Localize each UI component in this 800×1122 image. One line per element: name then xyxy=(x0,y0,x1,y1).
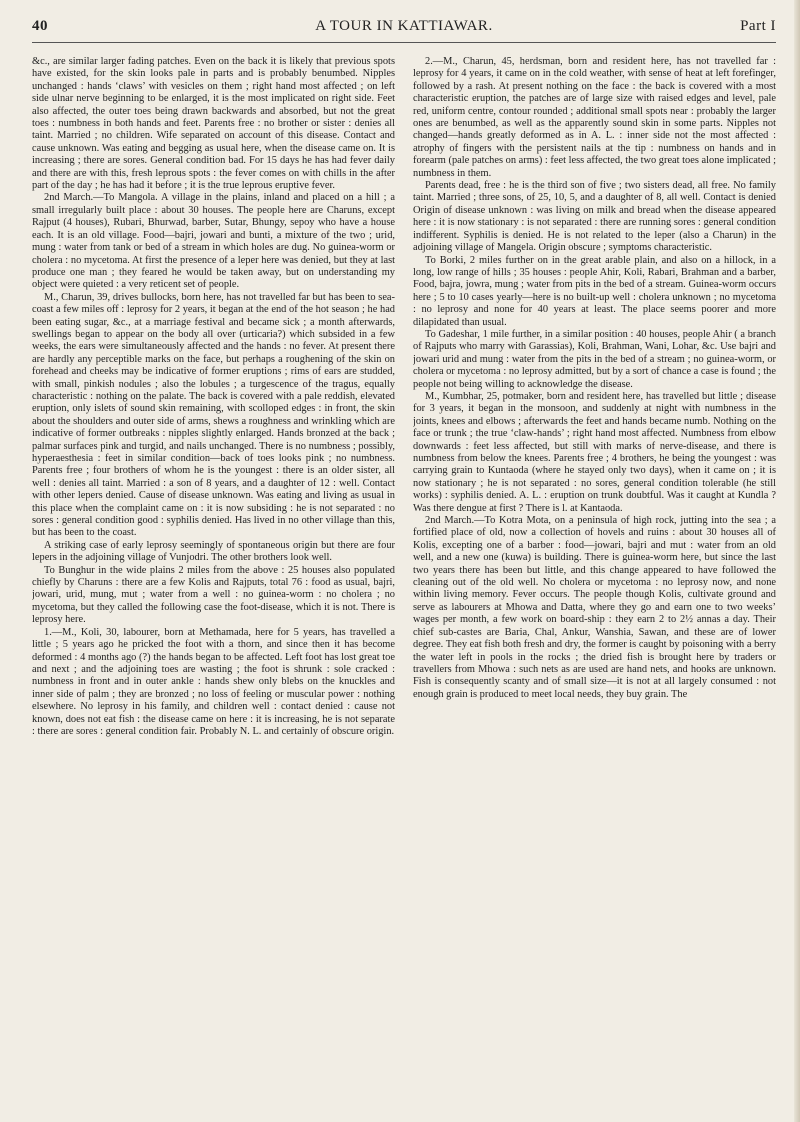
paragraph: Parents dead, free : he is the third son of five ; two sisters dead, all free. No family taint. Married ; three sons, of 25, 10, 5, and a daughter of 8, all well. Contact is denied Origin of disease unknown : was living on milk and bread when the disease appeared here : it is now stationary : is not separated : there are running sores : general condition indifferent. Syphilis is denied. He is not related to the leper (also a Charun) in the adjoining village of Mangela. Origin obscure ; symptoms characteristic. xyxy=(413,180,776,254)
running-title: A TOUR IN KATTIAWAR. xyxy=(315,18,493,34)
paragraph: 2.—M., Charun, 45, herdsman, born and resident here, has not travelled far : leprosy for 4 years, it came on in the cold weather, with sense of heat at left forefinger, followed by a rash. At present nothing on the face : the back is covered with a most characteristic eruption, the patches are of large size with raised edges and level, pale red, uniform centre, contour rounded ; additional small spots near : probably the larger ones are benumbed, as well as the apparently sound skin in some parts. Nipples not changed—hands greatly deformed as in A. L. : inner side not the most affected : atrophy of fingers with the persistent nails at the tip : numbness on hands and in forearm (pale patches on arms) : feet less affected, the two great toes alone implicated ; numbness in them. xyxy=(413,56,776,179)
page-edge-shadow xyxy=(794,0,800,1122)
paragraph: 2nd March.—To Mangola. A village in the plains, inland and placed on a hill ; a small irregularly built place : about 30 houses. The people here are Charuns, except Rajput (4 houses), Rubari, Bhurwad, barber, Sutar, Bhungy, sepoy who have a house each. It is an old village. Food—bajri, jowari and bunti, a mixture of the two ; urid, mung : water from tank or bed of a stream in which holes are dug. No guinea-worm or cholera : no mycetoma. At first the presence of a leper here was denied, but they at last produce one man ; they feared he would be taken away, but on understanding my object were quieted : a very reticent set of people. xyxy=(32,192,395,291)
paragraph: To Bunghur in the wide plains 2 miles from the above : 25 houses also populated chiefly by Charuns : there are a few Kolis and Rajputs, total 76 : food as usual, bajri, jowari, urid, mung, mut ; water from a well : no guinea-worm : no cholera ; no mycetoma, but they called the following case the foot-disease, which it is not. There is leprosy here. xyxy=(32,564,395,626)
part-label: Part I xyxy=(740,18,776,34)
paragraph: M., Charun, 39, drives bullocks, born here, has not travelled far but has been to sea-coast a few miles off : leprosy for 2 years, it began at the end of the hot season ; he had been eating sugar, &c., at a marriage festival and became sick ; a month afterwards, swellings began to appear on the body all over (urticaria?) which subsided in a few weeks, the ears were simultaneously affected and the hands : no fever. At present there are hardly any perceptible marks on the face, but perhaps a roughening of the skin on forehead and cheeks may be indicative of former eruptions ; rims of ears are studded, with small, pinkish nodules ; also the lobules ; a turgescence of the tragus, equally characteristic : nothing on the palate. The back is covered with a pale reddish, elevated eruption, only islets of sound skin remaining, with scolloped edges : in front, the skin about the shoulders and outer side of arms, shews a roughness and wrinkling which are indicative of former outbreaks : nipples slightly enlarged. Hands bronzed at the back ; palmar surfaces pink and turgid, and nails unchanged. There is no numbness ; possibly, hyperaesthesia : feet in similar condition—back of toes looks pink ; no numbness. Parents free ; four brothers of whom he is the youngest : there is an older sister, all well : denies all taint. Married : a son of 8 years, and a daughter of 12 : well. Contact with other lepers denied. Cause of disease unknown. Was eating and living as usual in this place when the complaint came on : it is now subsiding : he is not separated : no sores : general condition good : syphilis denied. Has lived in no other village than this, but has been to the coast. xyxy=(32,291,395,539)
left-column xyxy=(32,56,395,1102)
paragraph: 2nd March.—To Kotra Mota, on a peninsula of high rock, jutting into the sea ; a fortified place of old, now a collection of hovels and ruins : about 30 houses all of Kolis, excepting one of a barber : food—jowari, bajri and mut : water from an old well, and a new one (kuwa) is building. There is guinea-worm here, but since the last two years there has been but little, and this change appeared to have followed the cleaning out of the old well. No cholera or mycetoma : no leprosy now, and none within living memory. Fever occurs. The people though Kolis, cultivate ground and serve as labourers at Mhowa and Datta, where they go and earn one to two weeks’ wages per month, a few work on board-ship : they earn 2 to 2½ annas a day. Their chief sub-castes are Baria, Chal, Ankur, Wanshia, Sawan, and these are of lower degree. They eat fish both fresh and dry, the former is caught by poisoning with a berry the water left in pools in the rocks ; the dried fish is brought here by traders or travellers from Mhowa : such nets as are used are hand nets, and hooks are unknown. Fish is consequently scanty and of small size—it is not at all largely consumed : not enough grain is produced to meet local needs, they buy grain. The xyxy=(413,515,776,700)
paragraph: To Gadeshar, 1 mile further, in a similar position : 40 houses, people Ahir ( a branch of Rajputs who marry with Garassias), Koli, Brahman, Wani, Lohar, &c. Use bajri and jowari urid and mung : water from the pits in the bed of a stream ; no guinea-worm, or cholera or mycetoma : no leprosy admitted, but by a sort of chance a case is found ; the people not being willing to acknowledge the disease. xyxy=(413,328,776,390)
running-header xyxy=(32,18,776,38)
paragraph: 1.—M., Koli, 30, labourer, born at Methamada, here for 5 years, has travelled a little ; 5 years ago he pricked the foot with a thorn, and since then it has become deformed : 4 months ago (?) the hands began to be affected. Left foot has lost great toe and next ; and the adjoining toes are wasting ; the foot is shrunk : sole cracked : numbness in front and in outer ankle : hands shew only blebs on the knuckles and inner side of palm ; they are bronzed ; no loss of feeling or muscular power : nothing elsewhere. No leprosy in his family, and children well : contact denied : cause not known, does not eat fish : the disease came on here : it is increasing, he is not separate : there are sores : general condition fair. Probably N. L. and certainly of obscure origin. xyxy=(32,626,395,737)
paragraph: A striking case of early leprosy seemingly of spontaneous origin but there are four lepers in the adjoining village of Vunjodri. The other brothers look well. xyxy=(32,539,395,564)
header-rule xyxy=(32,42,776,43)
paragraph: To Borki, 2 miles further on in the great arable plain, and also on a hillock, in a long, low range of hills ; 35 houses : people Ahir, Koli, Rabari, Brahman and a barber, Food, bajra, jowra, mung ; water from pits in the bed of a stream. Guinea-worm occurs here ; 5 to 10 cases yearly—here is no built-up well : cholera unknown ; no mycetoma : no leprosy and none for 40 years at least. The place seems poorer and more dilapidated than usual. xyxy=(413,254,776,328)
paragraph: M., Kumbhar, 25, potmaker, born and resident here, has travelled but little ; disease for 3 years, it began in the monsoon, and suddenly at night with numbness in the joints, knees and elbows ; afterwards the feet and hands became numb. Nothing on the face or trunk ; the true ‘claw-hands’ ; right hand most affected. Numbness from elbow downwards : feet less affected, but still with marks of nerve-disease, and there is numbness from below the knees. Parents free ; 4 brothers, he being the youngest : was carrying grain to Kuntaoda (where he stayed only two days), when it came on ; it is now stationary ; he is not separated : no sores, general condition tolerable (he still works) : syphilis denied. A. L. : eruption on trunk doubtful. Was it caught at Kundla ? Was there dengue at first ? There is l. at Kantaoda. xyxy=(413,390,776,514)
page-number: 40 xyxy=(32,18,48,34)
paragraph: &c., are similar larger fading patches. Even on the back it is likely that previous spots have existed, for the skin looks pale in parts and is probably benumbed. Nipples unchanged : hands ‘claws’ with vesicles on them ; right hand most affected ; on left side ulnar nerve beginning to be enlarged, it is the most implicated on right side. Feet also affected, the outer toes being drawn backwards and absorbed, but not the great toes : numbness in both hands and feet. Parents free : no brother or sister : denies all taint. Married ; no children. Wife separated on account of this disease. Contact and cause unknown. Was eating and begging as usual here, when the disease came on. It is increasing ; there are sores. General condition bad. For 15 days he has had fever daily and there are with this, fresh leprous spots : the fever comes on with chills in the after part of the day ; he has had it before ; it is the true leprous eruptive fever. xyxy=(32,56,395,192)
right-column xyxy=(413,56,776,1102)
text-columns xyxy=(32,56,776,1102)
